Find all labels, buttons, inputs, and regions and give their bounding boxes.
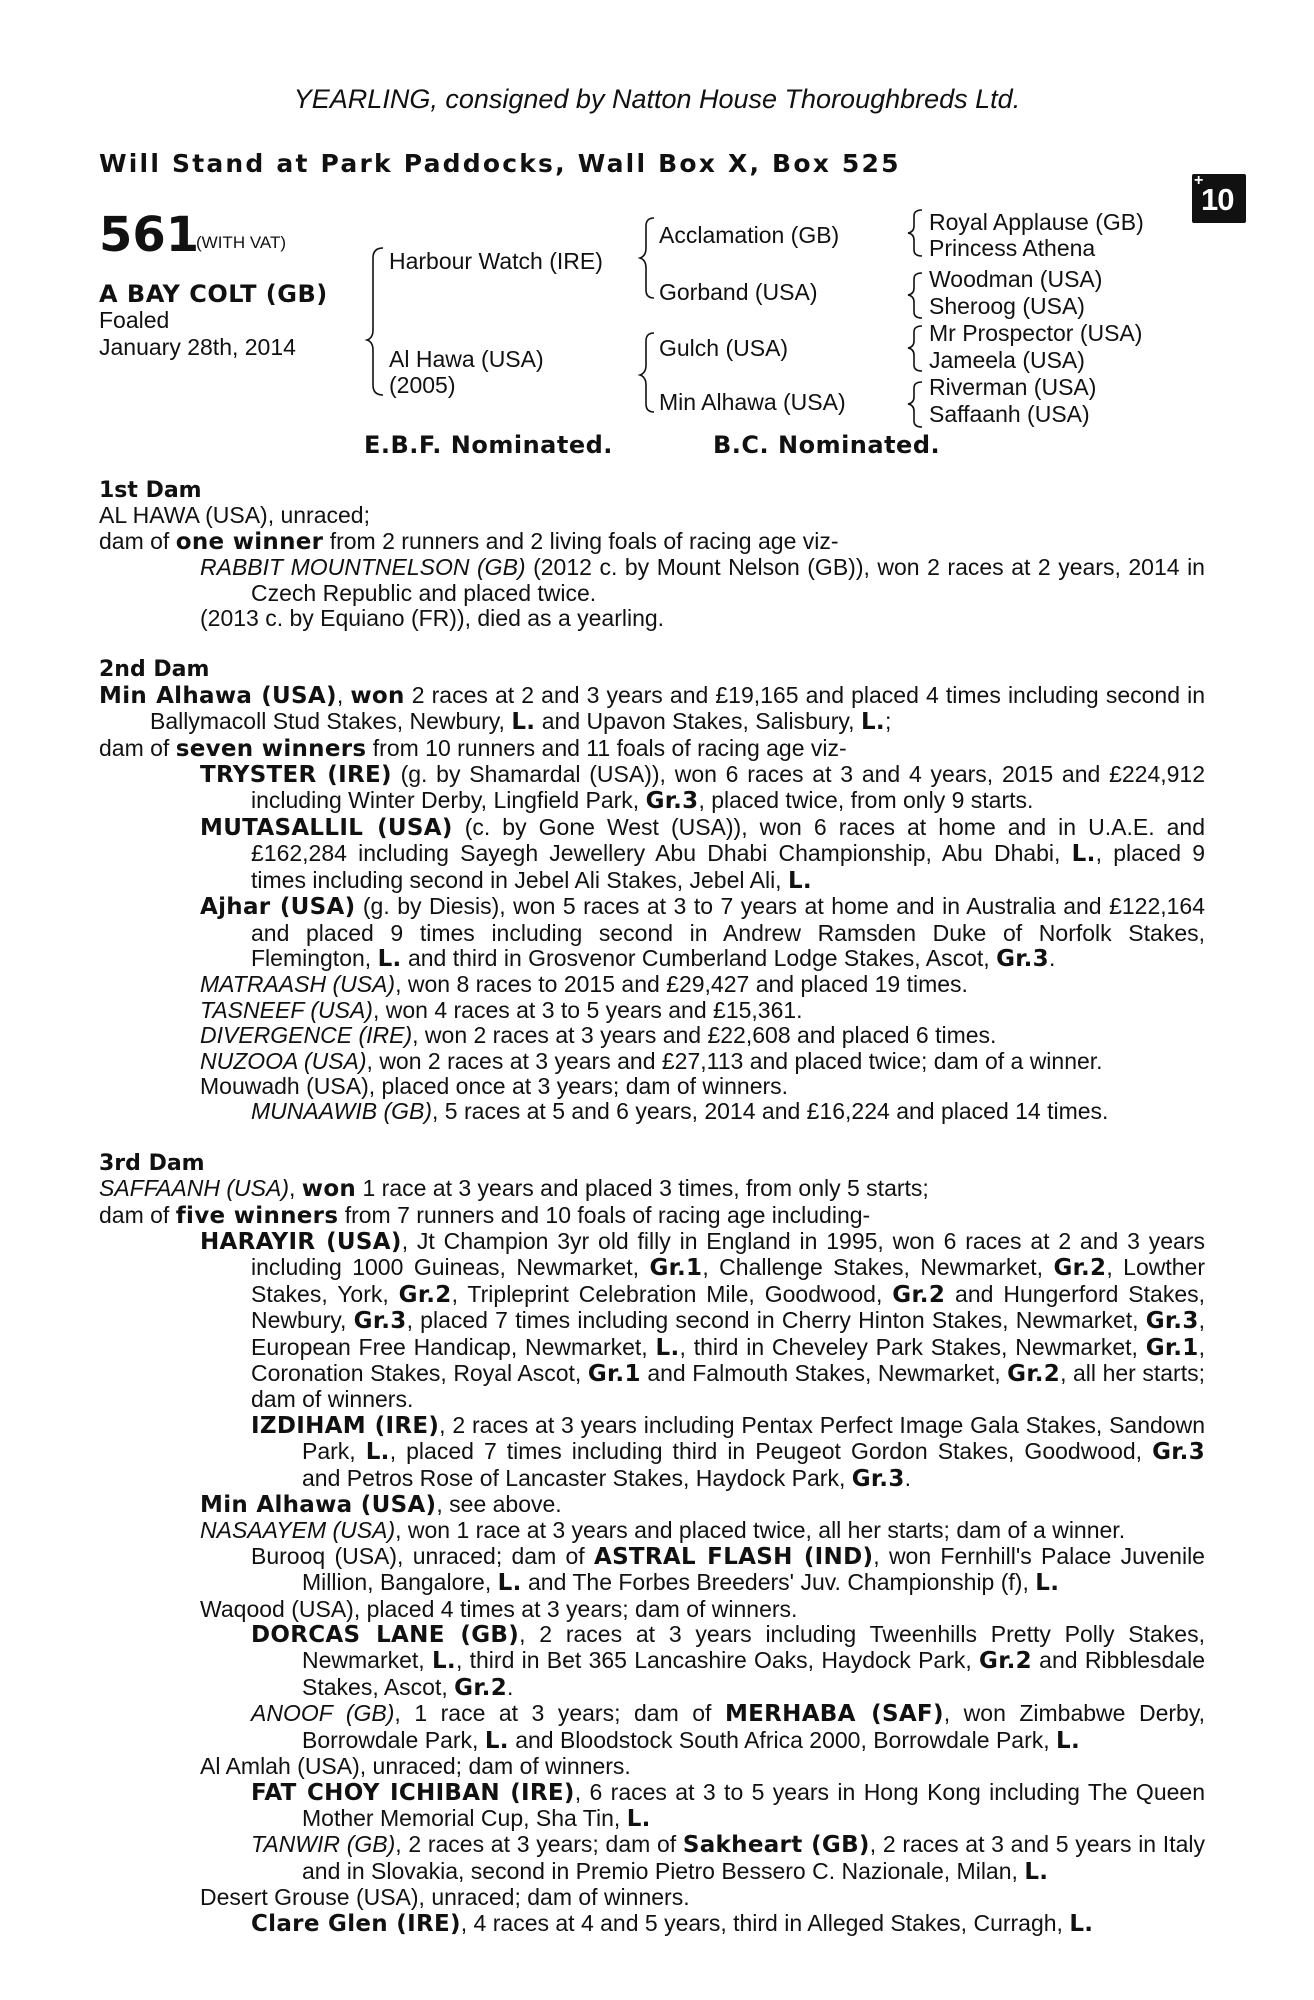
consignor-line: YEARLING, consigned by Natton House Thoroughbreds Ltd. [293, 84, 1021, 114]
lot-number: 561 [99, 207, 200, 263]
pedigree-dam-sire: Gulch (USA) [659, 335, 789, 361]
pedigree-gen3-6: Jameela (USA) [929, 347, 1085, 373]
second-dam-line: Min Alhawa (USA), won 2 races at 2 and 3 years and £19,165 and placed 4 times including second in Ballymacoll Stud Stakes, Newbury, L. and Upavon Stakes, Salisbury, L.; [99, 681, 1206, 736]
pedigree-gen3-5: Mr Prospector (USA) [929, 320, 1143, 346]
produce-desert-grouse: Desert Grouse (USA), unraced; dam of winners. [200, 1884, 690, 1911]
first-dam-produce-1: RABBIT MOUNTNELSON (GB) (2012 c. by Mount Nelson (GB)), won 2 races at 2 years, 2014 in Czech Republic and placed twice. [200, 554, 1205, 606]
first-dam-line: AL HAWA (USA), unraced; [99, 502, 370, 529]
pedigree-gen3-7: Riverman (USA) [929, 374, 1097, 400]
produce-harayir: HARAYIR (USA), Jt Champion 3yr old filly in England in 1995, won 6 races at 2 and 3 years including 1000 Guineas, Newmarket, Gr.1, Challenge Stakes, Newmarket, Gr.2, Lowther Stakes, York, Gr.2, Tripleprint Celebration Mile, Goodwood, Gr.2 and Hungerford Stakes, Newbury, Gr.3, placed 7 times including second in Cherry Hinton Stakes, Newmarket, Gr.3, European Free Handicap, Newmarket, L., third in Cheveley Park Stakes, Newmarket, Gr.1, Coronation Stakes, Royal Ascot, Gr.1 and Falmouth Stakes, Newmarket, Gr.2, all her starts; dam of winners. [200, 1227, 1206, 1413]
badge-number: 10 [1201, 182, 1234, 217]
produce-mutasallil: MUTASALLIL (USA) (c. by Gone West (USA)), won 6 races at home and in U.A.E. and £162,284 including Sayegh Jewellery Abu Dhabi Championship, Abu Dhabi, L., placed 9 times including second in Jebel Ali Stakes, Jebel Ali, L. [200, 813, 1205, 894]
produce-ajhar: Ajhar (USA) (g. by Diesis), won 5 races at 3 to 7 years at home and in Australia and £122,164 and placed 9 times including second in Andrew Ramsden Duke of Norfolk Stakes, Flemington, L. and third in Grosvenor Cumberland Lodge Stakes, Ascot, Gr.3. [200, 893, 1205, 972]
produce-divergence: DIVERGENCE (IRE), won 2 races at 3 years and £22,608 and placed 6 times. [200, 1022, 997, 1049]
first-dam-produce-2: (2013 c. by Equiano (FR)), died as a yearling. [200, 605, 665, 632]
horse-name: A BAY COLT (GB) [99, 280, 328, 308]
bc-nomination: B.C. Nominated. [713, 431, 941, 459]
foaled-label: Foaled [99, 307, 170, 333]
produce-mouwadh: Mouwadh (USA), placed once at 3 years; dam of winners. [200, 1072, 789, 1099]
produce-burooq: Burooq (USA), unraced; dam of ASTRAL FLASH (IND), won Fernhill's Palace Juvenile Million, Bangalore, L. and The Forbes Breeders' Juv. Championship (f), L. [251, 1542, 1205, 1597]
third-dam-produce-summary: dam of five winners from 7 runners and 10 foals of racing age including- [99, 1201, 871, 1229]
first-dam-heading: 1st Dam [99, 478, 202, 503]
produce-munaawib: MUNAAWIB (GB), 5 races at 5 and 6 years, 2014 and £16,224 and placed 14 times. [251, 1098, 1109, 1125]
pedigree-gen3-1: Royal Applause (GB) [929, 209, 1144, 235]
third-dam-heading: 3rd Dam [99, 1150, 205, 1176]
produce-izdiham: IZDIHAM (IRE), 2 races at 3 years including Pentax Perfect Image Gala Stakes, Sandown Park, L., placed 7 times including third in Peugeot Gordon Stakes, Goodwood, Gr.3 and Petros Rose of Lancaster Stakes, Haydock Park, Gr.3. [251, 1411, 1206, 1492]
ebf-nomination: E.B.F. Nominated. [364, 431, 613, 459]
second-dam-produce-summary: dam of seven winners from 10 runners and 11 foals of racing age viz- [99, 734, 847, 762]
pedigree-sire: Harbour Watch (IRE) [389, 248, 603, 274]
first-dam-produce-summary: dam of one winner from 2 runners and 2 living foals of racing age viz- [99, 527, 839, 555]
foaled-date: January 28th, 2014 [99, 334, 296, 360]
catalogue-body [99, 478, 1205, 1937]
produce-al-amlah: Al Amlah (USA), unraced; dam of winners. [200, 1753, 631, 1780]
produce-tasneef: TASNEEF (USA), won 4 races at 3 to 5 years and £15,361. [200, 996, 803, 1023]
pedigree-sire-sire: Acclamation (GB) [659, 222, 840, 248]
produce-tryster: TRYSTER (IRE) (g. by Shamardal (USA)), won 6 races at 3 and 4 years, 2015 and £224,912 including Winter Derby, Lingfield Park, Gr.3, placed twice, from only 9 starts. [200, 761, 1205, 815]
pedigree-gen3-8: Saffaanh (USA) [929, 401, 1090, 427]
produce-fat-choy-ichiban: FAT CHOY ICHIBAN (IRE), 6 races at 3 to 5 years in Hong Kong including The Queen Mother Memorial Cup, Sha Tin, L. [251, 1778, 1205, 1832]
produce-matraash: MATRAASH (USA), won 8 races to 2015 and £29,427 and placed 19 times. [200, 971, 968, 998]
stand-location: Will Stand at Park Paddocks, Wall Box X, Box 525 [99, 149, 901, 178]
badge-plus: + [1194, 172, 1204, 189]
pedigree-gen3-3: Woodman (USA) [929, 266, 1103, 292]
produce-nasaayem: NASAAYEM (USA), won 1 race at 3 years and placed twice, all her starts; dam of a winner. [200, 1517, 1126, 1544]
produce-tanwir: TANWIR (GB), 2 races at 3 years; dam of Sakheart (GB), 2 races at 3 and 5 years in Italy and in Slovakia, second in Premio Pietro Bessero C. Nazionale, Milan, L. [251, 1831, 1205, 1885]
pedigree-dam-year: (2005) [389, 372, 456, 398]
third-dam-line: SAFFAANH (USA), won 1 race at 3 years and placed 3 times, from only 5 starts; [99, 1175, 929, 1203]
produce-nuzooa: NUZOOA (USA), won 2 races at 3 years and £27,113 and placed twice; dam of a winner. [200, 1047, 1103, 1074]
pedigree-gen3-4: Sheroog (USA) [929, 293, 1085, 319]
produce-min-alhawa: Min Alhawa (USA), see above. [200, 1491, 562, 1519]
pedigree-gen3-2: Princess Athena [929, 235, 1096, 261]
pedigree-dam-dam: Min Alhawa (USA) [659, 389, 846, 415]
vat-note: (WITH VAT) [196, 233, 287, 252]
produce-dorcas-lane: DORCAS LANE (GB), 2 races at 3 years including Tweenhills Pretty Polly Stakes, Newmarket, L., third in Bet 365 Lancashire Oaks, Haydock Park, Gr.2 and Ribblesdale Stakes, Ascot, Gr.2. [251, 1621, 1206, 1701]
produce-anoof: ANOOF (GB), 1 race at 3 years; dam of MERHABA (SAF), won Zimbabwe Derby, Borrowdale Park, L. and Bloodstock South Africa 2000, Borrowdale Park, L. [251, 1700, 1205, 1754]
second-dam-heading: 2nd Dam [99, 657, 210, 683]
produce-clare-glen: Clare Glen (IRE), 4 races at 4 and 5 years, third in Alleged Stakes, Curragh, L. [251, 1909, 1094, 1937]
produce-waqood: Waqood (USA), placed 4 times at 3 years; dam of winners. [200, 1595, 798, 1622]
pedigree-brackets [0, 0, 1314, 480]
pedigree-sire-dam: Gorband (USA) [659, 279, 818, 305]
pedigree-dam: Al Hawa (USA) [389, 346, 544, 372]
